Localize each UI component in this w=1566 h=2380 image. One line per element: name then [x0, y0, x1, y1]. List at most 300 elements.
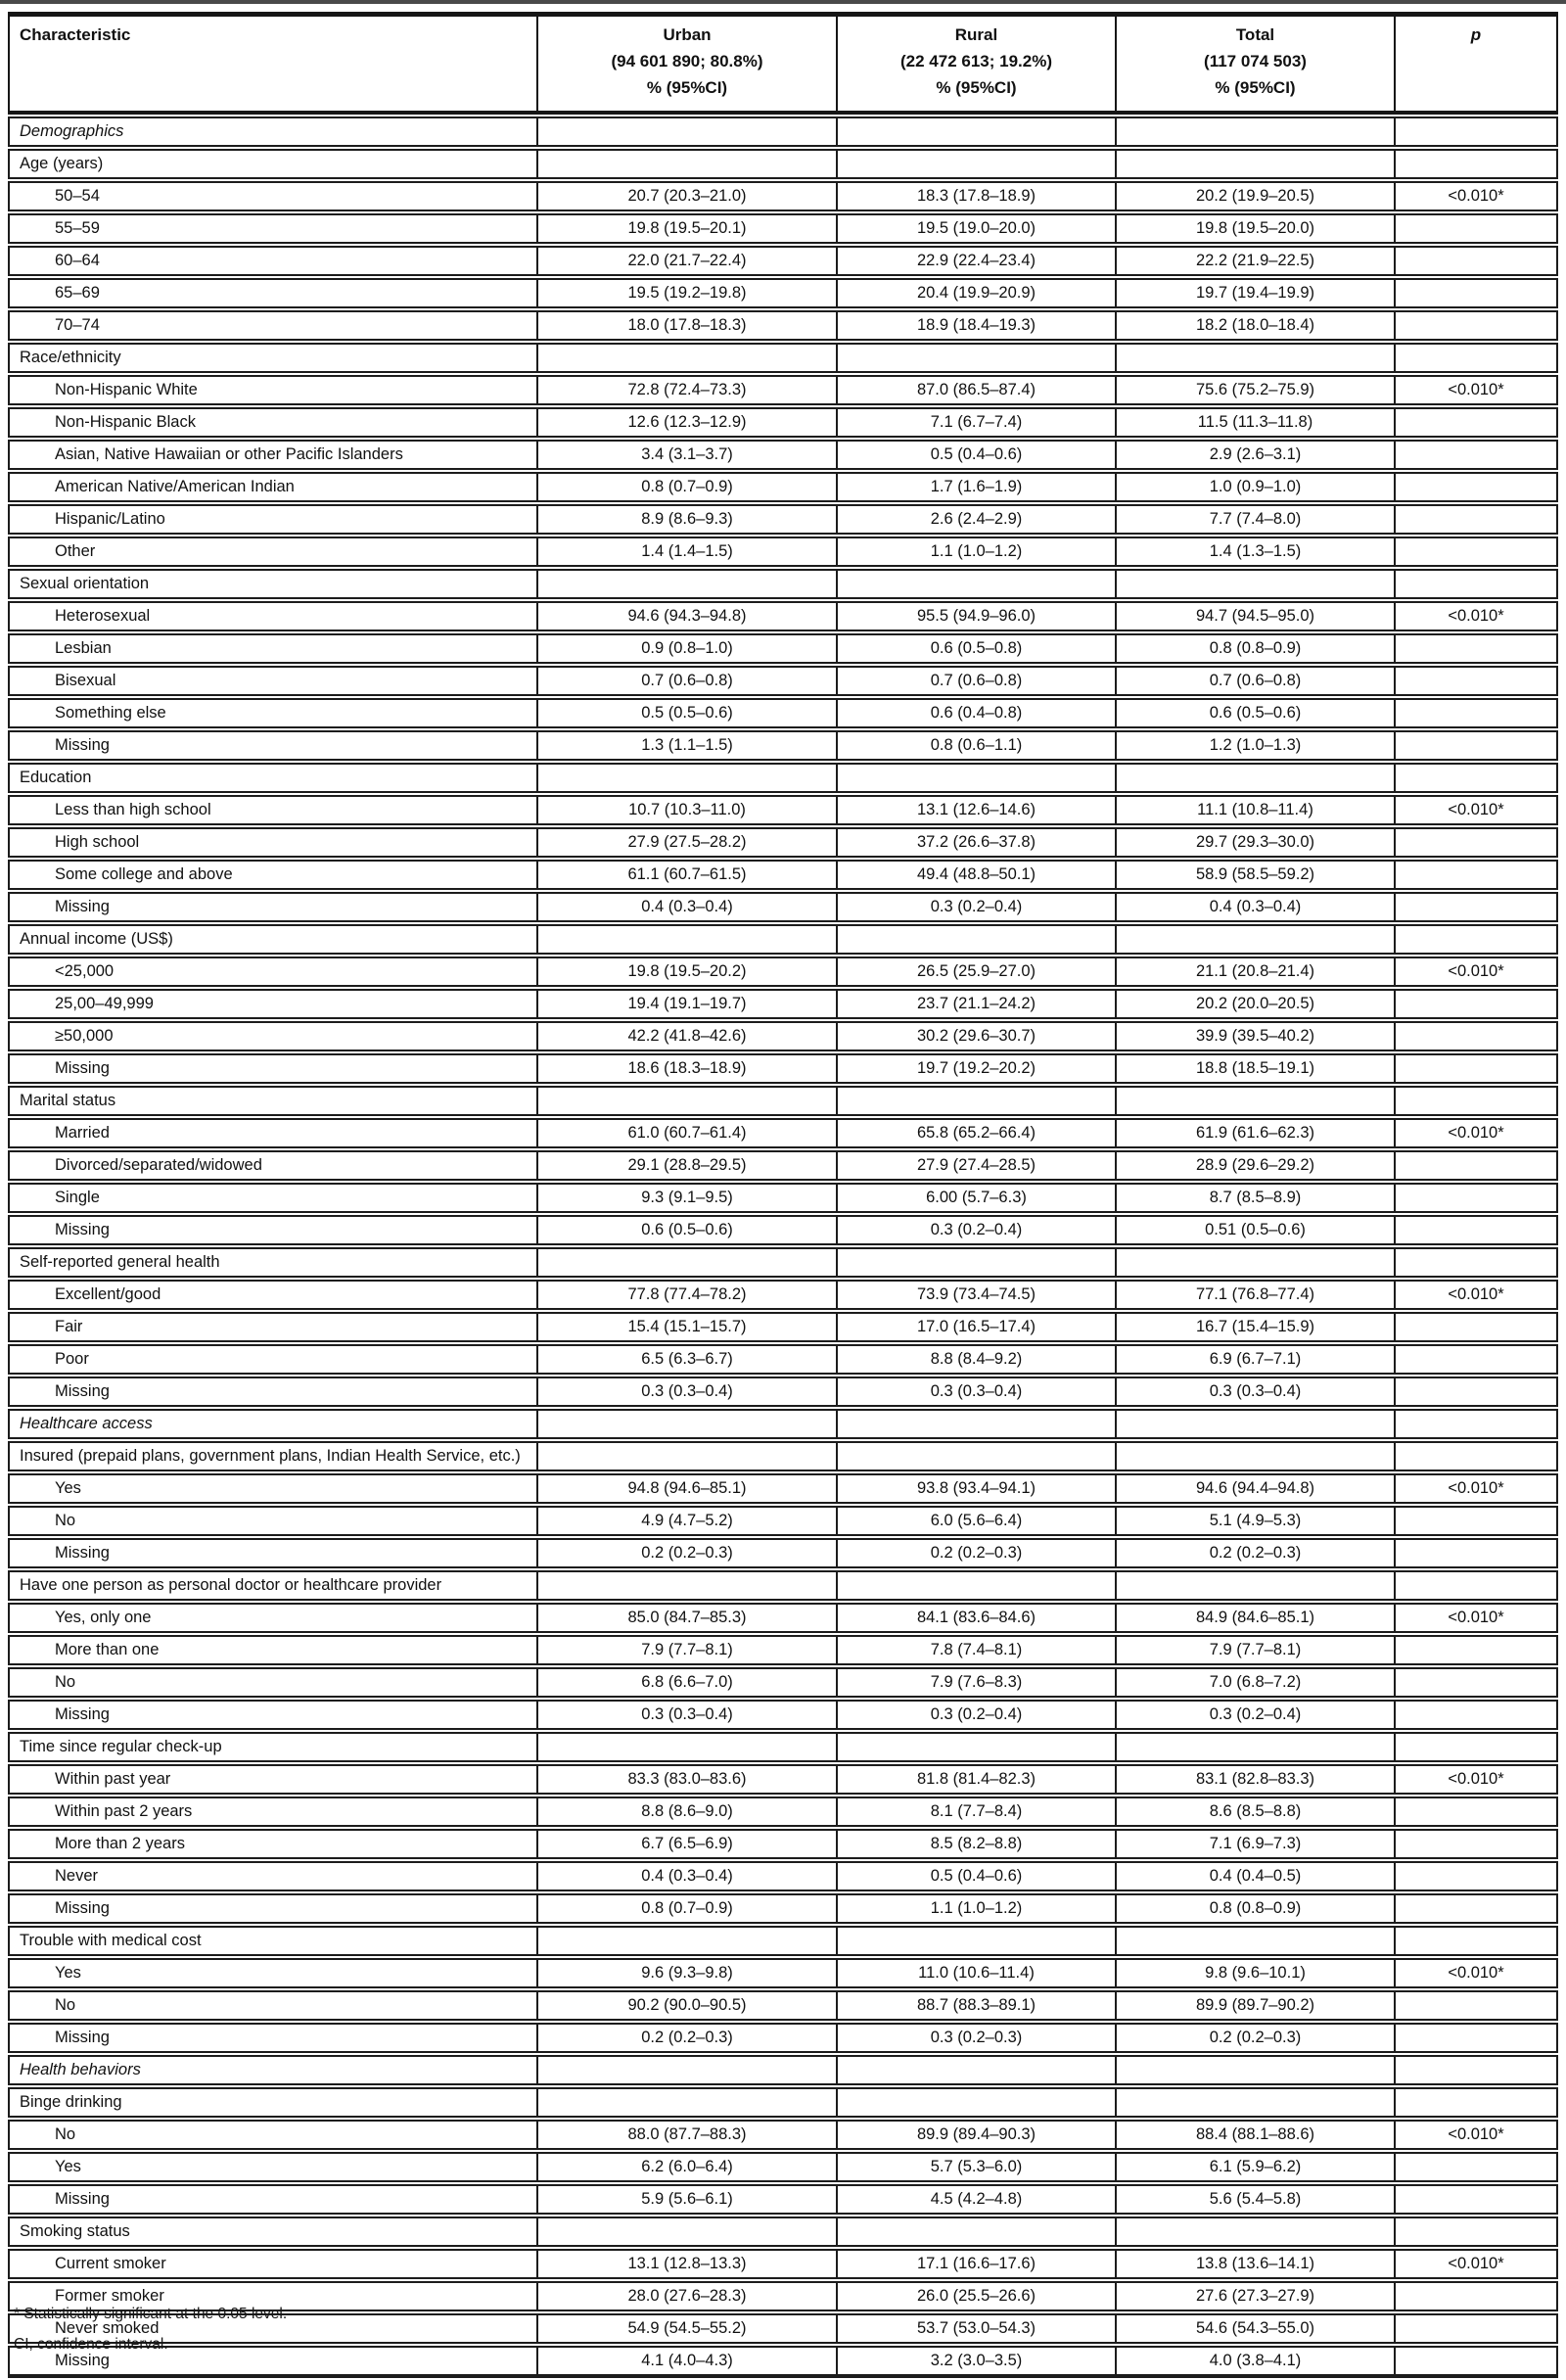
cell-rural: 37.2 (26.6–37.8)	[838, 827, 1117, 858]
cell-urban	[538, 149, 838, 179]
cell-total	[1117, 1570, 1396, 1601]
cell-total: 94.6 (94.4–94.8)	[1117, 1473, 1396, 1504]
table-row	[8, 1312, 1558, 1342]
cell-total	[1117, 2087, 1396, 2118]
cell-p	[1396, 860, 1558, 890]
cell-p: <0.010*	[1396, 601, 1558, 631]
cell-total: 39.9 (39.5–40.2)	[1117, 1021, 1396, 1051]
cell-rural: 26.0 (25.5–26.6)	[838, 2281, 1117, 2311]
cell-total: 21.1 (20.8–21.4)	[1117, 957, 1396, 987]
cell-total: 8.7 (8.5–8.9)	[1117, 1183, 1396, 1213]
table-row	[8, 1021, 1558, 1051]
header-urban-population: (94 601 890; 80.8%)	[611, 52, 763, 70]
cell-rural: 17.1 (16.6–17.6)	[838, 2249, 1117, 2279]
cell-urban	[538, 2217, 838, 2247]
cell-urban: 13.1 (12.8–13.3)	[538, 2249, 838, 2279]
cell-p	[1396, 892, 1558, 922]
table-row	[8, 1344, 1558, 1375]
cell-total: 19.8 (19.5–20.0)	[1117, 213, 1396, 244]
cell-p	[1396, 1377, 1558, 1407]
table-row	[8, 892, 1558, 922]
row-label: 25,00–49,999	[8, 989, 538, 1019]
table-row	[8, 1700, 1558, 1730]
cell-urban: 77.8 (77.4–78.2)	[538, 1280, 838, 1310]
cell-total: 20.2 (19.9–20.5)	[1117, 181, 1396, 211]
table-variable-row	[8, 2087, 1558, 2118]
table-row	[8, 1603, 1558, 1633]
row-label: Missing	[8, 1538, 538, 1568]
table-variable-row	[8, 2217, 1558, 2247]
cell-p	[1396, 1667, 1558, 1698]
cell-p	[1396, 1893, 1558, 1924]
cell-urban: 19.4 (19.1–19.7)	[538, 989, 838, 1019]
row-label: 60–64	[8, 246, 538, 276]
cell-rural: 95.5 (94.9–96.0)	[838, 601, 1117, 631]
row-label: Within past 2 years	[8, 1797, 538, 1827]
cell-urban: 18.0 (17.8–18.3)	[538, 310, 838, 341]
cell-urban: 61.1 (60.7–61.5)	[538, 860, 838, 890]
cell-rural: 17.0 (16.5–17.4)	[838, 1312, 1117, 1342]
row-label: Marital status	[8, 1086, 538, 1116]
characteristics-table-wrap	[8, 10, 1558, 2380]
table-variable-row	[8, 1570, 1558, 1601]
cell-urban: 72.8 (72.4–73.3)	[538, 375, 838, 405]
table-section-row	[8, 2055, 1558, 2085]
table-row	[8, 537, 1558, 567]
header-urban	[538, 12, 838, 115]
cell-p	[1396, 440, 1558, 470]
row-label: Within past year	[8, 1764, 538, 1795]
table-variable-row	[8, 763, 1558, 793]
cell-total: 5.6 (5.4–5.8)	[1117, 2184, 1396, 2215]
cell-p	[1396, 698, 1558, 728]
cell-total: 0.8 (0.8–0.9)	[1117, 633, 1396, 664]
cell-p	[1396, 537, 1558, 567]
cell-p	[1396, 1215, 1558, 1245]
cell-total	[1117, 149, 1396, 179]
header-urban-measure: % (95%CI)	[646, 78, 728, 97]
cell-p	[1396, 2217, 1558, 2247]
cell-rural: 0.5 (0.4–0.6)	[838, 440, 1117, 470]
cell-urban: 54.9 (54.5–55.2)	[538, 2313, 838, 2344]
cell-urban	[538, 1926, 838, 1956]
table-row	[8, 1053, 1558, 1084]
row-label: Excellent/good	[8, 1280, 538, 1310]
cell-urban: 0.4 (0.3–0.4)	[538, 1861, 838, 1891]
cell-urban: 4.1 (4.0–4.3)	[538, 2346, 838, 2378]
table-row	[8, 310, 1558, 341]
cell-total	[1117, 343, 1396, 373]
cell-urban: 0.7 (0.6–0.8)	[538, 666, 838, 696]
cell-urban	[538, 1570, 838, 1601]
cell-total	[1117, 117, 1396, 147]
cell-p	[1396, 1053, 1558, 1084]
cell-urban: 12.6 (12.3–12.9)	[538, 407, 838, 438]
row-label: Demographics	[8, 117, 538, 147]
cell-p	[1396, 1021, 1558, 1051]
cell-urban: 19.8 (19.5–20.2)	[538, 957, 838, 987]
row-label: Missing	[8, 730, 538, 761]
cell-p	[1396, 1635, 1558, 1665]
table-row	[8, 1538, 1558, 1568]
header-total-name: Total	[1235, 25, 1275, 44]
cell-total: 88.4 (88.1–88.6)	[1117, 2120, 1396, 2150]
row-label: Hispanic/Latino	[8, 504, 538, 535]
cell-urban: 0.3 (0.3–0.4)	[538, 1377, 838, 1407]
cell-rural	[838, 1926, 1117, 1956]
cell-total	[1117, 569, 1396, 599]
row-label: Race/ethnicity	[8, 343, 538, 373]
cell-urban: 42.2 (41.8–42.6)	[538, 1021, 838, 1051]
cell-p	[1396, 924, 1558, 955]
cell-rural	[838, 1570, 1117, 1601]
cell-urban: 5.9 (5.6–6.1)	[538, 2184, 838, 2215]
cell-urban: 1.3 (1.1–1.5)	[538, 730, 838, 761]
cell-rural: 87.0 (86.5–87.4)	[838, 375, 1117, 405]
table-row	[8, 440, 1558, 470]
cell-p: <0.010*	[1396, 795, 1558, 825]
cell-total: 54.6 (54.3–55.0)	[1117, 2313, 1396, 2344]
cell-p	[1396, 1409, 1558, 1439]
cell-rural: 49.4 (48.8–50.1)	[838, 860, 1117, 890]
cell-p	[1396, 989, 1558, 1019]
row-label: Missing	[8, 1053, 538, 1084]
row-label: Age (years)	[8, 149, 538, 179]
cell-urban: 3.4 (3.1–3.7)	[538, 440, 838, 470]
table-body	[8, 117, 1558, 2378]
cell-rural: 0.3 (0.2–0.4)	[838, 892, 1117, 922]
cell-urban: 9.3 (9.1–9.5)	[538, 1183, 838, 1213]
cell-rural: 6.0 (5.6–6.4)	[838, 1506, 1117, 1536]
cell-p	[1396, 1538, 1558, 1568]
cell-total: 1.2 (1.0–1.3)	[1117, 730, 1396, 761]
cell-urban	[538, 1086, 838, 1116]
cell-rural: 4.5 (4.2–4.8)	[838, 2184, 1117, 2215]
row-label: Divorced/separated/widowed	[8, 1150, 538, 1181]
header-characteristic-label: Characteristic	[20, 25, 131, 44]
cell-rural: 0.6 (0.4–0.8)	[838, 698, 1117, 728]
table-variable-row	[8, 149, 1558, 179]
cell-rural: 0.3 (0.2–0.4)	[838, 1700, 1117, 1730]
header-p-label: p	[1470, 25, 1482, 44]
cell-urban	[538, 343, 838, 373]
cell-p	[1396, 407, 1558, 438]
cell-total	[1117, 1926, 1396, 1956]
cell-total	[1117, 2217, 1396, 2247]
cell-rural	[838, 117, 1117, 147]
cell-urban	[538, 763, 838, 793]
table-row	[8, 1958, 1558, 1988]
row-label: No	[8, 1667, 538, 1698]
header-rural-population: (22 472 613; 19.2%)	[900, 52, 1052, 70]
row-label: Other	[8, 537, 538, 567]
cell-rural: 65.8 (65.2–66.4)	[838, 1118, 1117, 1148]
row-label: Never smoked	[8, 2313, 538, 2344]
table-row	[8, 213, 1558, 244]
cell-p	[1396, 827, 1558, 858]
cell-urban: 0.2 (0.2–0.3)	[538, 2023, 838, 2053]
table-variable-row	[8, 1086, 1558, 1116]
cell-p	[1396, 1797, 1558, 1827]
cell-urban	[538, 1732, 838, 1762]
cell-total	[1117, 1086, 1396, 1116]
header-urban-name: Urban	[663, 25, 712, 44]
cell-urban	[538, 569, 838, 599]
cell-rural: 0.3 (0.2–0.4)	[838, 1215, 1117, 1245]
cell-urban: 90.2 (90.0–90.5)	[538, 1990, 838, 2021]
row-label: ≥50,000	[8, 1021, 538, 1051]
row-label: Education	[8, 763, 538, 793]
row-label: Asian, Native Hawaiian or other Pacific Islanders	[8, 440, 538, 470]
cell-p	[1396, 1861, 1558, 1891]
cell-rural	[838, 763, 1117, 793]
cell-total: 11.1 (10.8–11.4)	[1117, 795, 1396, 825]
row-label: Lesbian	[8, 633, 538, 664]
cell-rural: 19.7 (19.2–20.2)	[838, 1053, 1117, 1084]
cell-total: 5.1 (4.9–5.3)	[1117, 1506, 1396, 1536]
cell-total: 75.6 (75.2–75.9)	[1117, 375, 1396, 405]
cell-total	[1117, 2055, 1396, 2085]
cell-rural	[838, 1086, 1117, 1116]
table-row	[8, 246, 1558, 276]
row-label: Yes	[8, 1958, 538, 1988]
table-variable-row	[8, 569, 1558, 599]
row-label: Non-Hispanic Black	[8, 407, 538, 438]
row-label: Missing	[8, 1700, 538, 1730]
cell-total: 84.9 (84.6–85.1)	[1117, 1603, 1396, 1633]
cell-rural: 0.3 (0.2–0.3)	[838, 2023, 1117, 2053]
row-label: <25,000	[8, 957, 538, 987]
header-characteristic	[8, 12, 538, 115]
cell-rural: 0.5 (0.4–0.6)	[838, 1861, 1117, 1891]
row-label: 70–74	[8, 310, 538, 341]
cell-p	[1396, 666, 1558, 696]
row-label: No	[8, 1990, 538, 2021]
table-section-row	[8, 1409, 1558, 1439]
cell-total: 0.51 (0.5–0.6)	[1117, 1215, 1396, 1245]
cell-urban: 0.9 (0.8–1.0)	[538, 633, 838, 664]
cell-rural	[838, 2087, 1117, 2118]
cell-p	[1396, 1086, 1558, 1116]
cell-rural: 22.9 (22.4–23.4)	[838, 246, 1117, 276]
table-row	[8, 1667, 1558, 1698]
row-label: Sexual orientation	[8, 569, 538, 599]
header-row	[8, 12, 1558, 115]
row-label: Time since regular check-up	[8, 1732, 538, 1762]
cell-total: 28.9 (29.6–29.2)	[1117, 1150, 1396, 1181]
cell-rural: 2.6 (2.4–2.9)	[838, 504, 1117, 535]
row-label: Healthcare access	[8, 1409, 538, 1439]
cell-urban: 8.8 (8.6–9.0)	[538, 1797, 838, 1827]
cell-urban: 15.4 (15.1–15.7)	[538, 1312, 838, 1342]
row-label: Single	[8, 1183, 538, 1213]
cell-p	[1396, 472, 1558, 502]
cell-urban: 0.3 (0.3–0.4)	[538, 1700, 838, 1730]
cell-total: 11.5 (11.3–11.8)	[1117, 407, 1396, 438]
cell-rural: 27.9 (27.4–28.5)	[838, 1150, 1117, 1181]
cell-p	[1396, 2055, 1558, 2085]
cell-rural	[838, 569, 1117, 599]
cell-total	[1117, 1409, 1396, 1439]
cell-urban: 7.9 (7.7–8.1)	[538, 1635, 838, 1665]
cell-p	[1396, 504, 1558, 535]
cell-p	[1396, 2023, 1558, 2053]
cell-rural	[838, 343, 1117, 373]
cell-p	[1396, 117, 1558, 147]
cell-urban: 1.4 (1.4–1.5)	[538, 537, 838, 567]
cell-total: 58.9 (58.5–59.2)	[1117, 860, 1396, 890]
table-row	[8, 1150, 1558, 1181]
cell-p: <0.010*	[1396, 375, 1558, 405]
cell-urban: 83.3 (83.0–83.6)	[538, 1764, 838, 1795]
cell-p	[1396, 1829, 1558, 1859]
cell-rural: 93.8 (93.4–94.1)	[838, 1473, 1117, 1504]
table-row	[8, 407, 1558, 438]
cell-total: 83.1 (82.8–83.3)	[1117, 1764, 1396, 1795]
cell-rural: 0.7 (0.6–0.8)	[838, 666, 1117, 696]
cell-p	[1396, 569, 1558, 599]
cell-rural: 20.4 (19.9–20.9)	[838, 278, 1117, 308]
row-label: Have one person as personal doctor or healthcare provider	[8, 1570, 538, 1601]
cell-rural: 7.8 (7.4–8.1)	[838, 1635, 1117, 1665]
cell-total: 18.8 (18.5–19.1)	[1117, 1053, 1396, 1084]
table-row	[8, 2120, 1558, 2150]
row-label: More than 2 years	[8, 1829, 538, 1859]
row-label: American Native/American Indian	[8, 472, 538, 502]
cell-total: 13.8 (13.6–14.1)	[1117, 2249, 1396, 2279]
cell-total: 0.3 (0.3–0.4)	[1117, 1377, 1396, 1407]
table-row	[8, 2152, 1558, 2182]
cell-total: 0.3 (0.2–0.4)	[1117, 1700, 1396, 1730]
cell-urban: 61.0 (60.7–61.4)	[538, 1118, 838, 1148]
row-label: Something else	[8, 698, 538, 728]
header-p-value	[1396, 12, 1558, 115]
cell-rural: 0.2 (0.2–0.3)	[838, 1538, 1117, 1568]
row-label: More than one	[8, 1635, 538, 1665]
cell-p	[1396, 1506, 1558, 1536]
header-rural-name: Rural	[954, 25, 998, 44]
cell-rural: 23.7 (21.1–24.2)	[838, 989, 1117, 1019]
cell-total: 27.6 (27.3–27.9)	[1117, 2281, 1396, 2311]
cell-total: 22.2 (21.9–22.5)	[1117, 246, 1396, 276]
table-variable-row	[8, 1732, 1558, 1762]
cell-rural: 19.5 (19.0–20.0)	[838, 213, 1117, 244]
header-total	[1117, 12, 1396, 115]
header-rural-measure: % (95%CI)	[936, 78, 1017, 97]
cell-rural: 18.9 (18.4–19.3)	[838, 310, 1117, 341]
cell-total: 8.6 (8.5–8.8)	[1117, 1797, 1396, 1827]
table-row	[8, 666, 1558, 696]
cell-p	[1396, 2184, 1558, 2215]
cell-total	[1117, 1732, 1396, 1762]
row-label: No	[8, 2120, 538, 2150]
cell-urban: 29.1 (28.8–29.5)	[538, 1150, 838, 1181]
row-label: Fair	[8, 1312, 538, 1342]
cell-p	[1396, 1247, 1558, 1278]
table-row	[8, 181, 1558, 211]
table-row	[8, 2023, 1558, 2053]
row-label: Self-reported general health	[8, 1247, 538, 1278]
table-header	[8, 12, 1558, 115]
cell-p	[1396, 310, 1558, 341]
cell-p: <0.010*	[1396, 1764, 1558, 1795]
cell-urban: 0.2 (0.2–0.3)	[538, 1538, 838, 1568]
cell-rural: 53.7 (53.0–54.3)	[838, 2313, 1117, 2344]
cell-total	[1117, 924, 1396, 955]
table-row	[8, 730, 1558, 761]
cell-urban: 10.7 (10.3–11.0)	[538, 795, 838, 825]
cell-total	[1117, 1441, 1396, 1471]
table-row	[8, 1280, 1558, 1310]
table-row	[8, 1797, 1558, 1827]
header-total-measure: % (95%CI)	[1215, 78, 1296, 97]
cell-rural: 18.3 (17.8–18.9)	[838, 181, 1117, 211]
cell-urban	[538, 2055, 838, 2085]
row-label: High school	[8, 827, 538, 858]
row-label: Insured (prepaid plans, government plans, Indian Health Service, etc.)	[8, 1441, 538, 1471]
cell-p	[1396, 2313, 1558, 2344]
row-label: Missing	[8, 1377, 538, 1407]
cell-urban: 0.4 (0.3–0.4)	[538, 892, 838, 922]
cell-rural: 30.2 (29.6–30.7)	[838, 1021, 1117, 1051]
cell-urban: 88.0 (87.7–88.3)	[538, 2120, 838, 2150]
cell-urban	[538, 117, 838, 147]
cell-total: 0.4 (0.3–0.4)	[1117, 892, 1396, 922]
cell-urban: 8.9 (8.6–9.3)	[538, 504, 838, 535]
row-label: Current smoker	[8, 2249, 538, 2279]
cell-urban: 9.6 (9.3–9.8)	[538, 1958, 838, 1988]
cell-rural: 0.8 (0.6–1.1)	[838, 730, 1117, 761]
cell-urban: 85.0 (84.7–85.3)	[538, 1603, 838, 1633]
cell-p	[1396, 1150, 1558, 1181]
cell-urban	[538, 924, 838, 955]
table-row	[8, 957, 1558, 987]
table-row	[8, 1118, 1558, 1148]
cell-total: 0.2 (0.2–0.3)	[1117, 2023, 1396, 2053]
row-label: 55–59	[8, 213, 538, 244]
cell-rural: 84.1 (83.6–84.6)	[838, 1603, 1117, 1633]
cell-p: <0.010*	[1396, 2249, 1558, 2279]
table-row	[8, 1215, 1558, 1245]
cell-rural	[838, 1441, 1117, 1471]
cell-p	[1396, 1926, 1558, 1956]
row-label: Some college and above	[8, 860, 538, 890]
cell-p: <0.010*	[1396, 2120, 1558, 2150]
cell-total: 0.4 (0.4–0.5)	[1117, 1861, 1396, 1891]
cell-p	[1396, 1344, 1558, 1375]
cell-urban: 0.5 (0.5–0.6)	[538, 698, 838, 728]
cell-total: 1.4 (1.3–1.5)	[1117, 537, 1396, 567]
cell-rural: 81.8 (81.4–82.3)	[838, 1764, 1117, 1795]
table-row	[8, 472, 1558, 502]
table-row	[8, 1377, 1558, 1407]
cell-p	[1396, 149, 1558, 179]
cell-urban	[538, 1247, 838, 1278]
cell-total: 6.1 (5.9–6.2)	[1117, 2152, 1396, 2182]
cell-total: 0.6 (0.5–0.6)	[1117, 698, 1396, 728]
cell-total: 7.9 (7.7–8.1)	[1117, 1635, 1396, 1665]
row-label: Never	[8, 1861, 538, 1891]
table-row	[8, 601, 1558, 631]
cell-total: 94.7 (94.5–95.0)	[1117, 601, 1396, 631]
cell-total: 0.8 (0.8–0.9)	[1117, 1893, 1396, 1924]
table-section-row	[8, 117, 1558, 147]
cell-p: <0.010*	[1396, 957, 1558, 987]
row-label: Non-Hispanic White	[8, 375, 538, 405]
row-label: Missing	[8, 1215, 538, 1245]
table-row	[8, 698, 1558, 728]
cell-rural	[838, 149, 1117, 179]
